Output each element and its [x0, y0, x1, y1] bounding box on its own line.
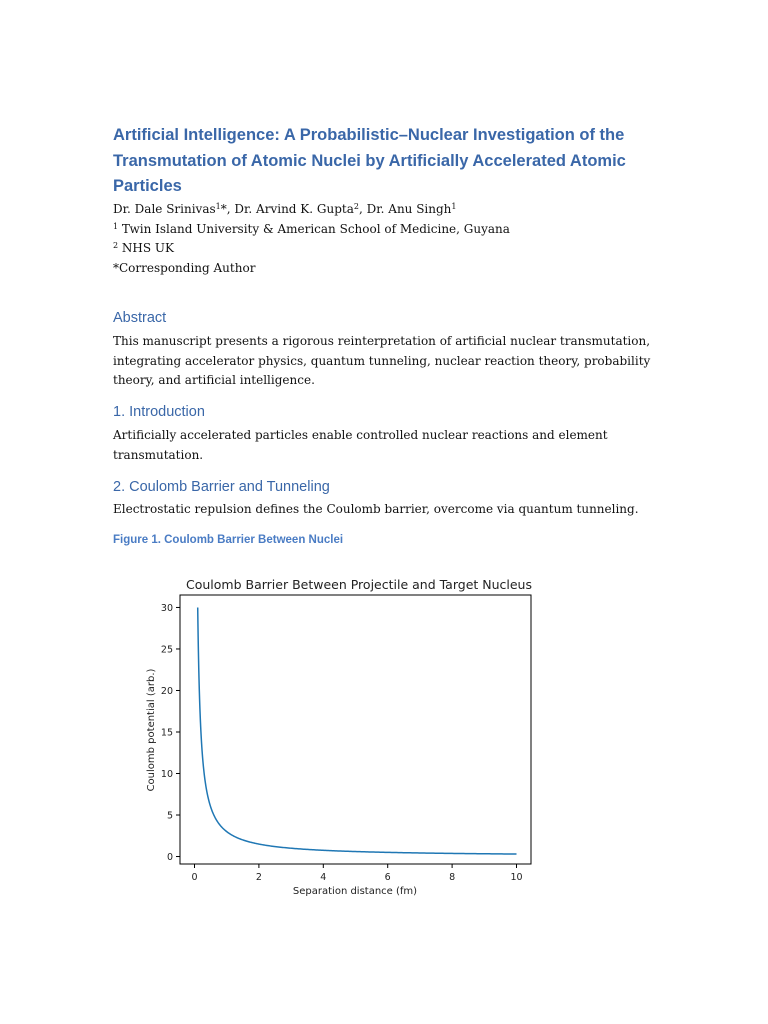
figure-caption: Figure 1. Coulomb Barrier Between Nuclei: [113, 534, 344, 546]
introduction-paragraph: [113, 426, 658, 465]
affiliation-text: NHS UK: [118, 241, 174, 255]
affiliation-marker: 1: [215, 202, 221, 211]
paper-title: [113, 123, 658, 200]
title-line: Transmutation of Atomic Nuclei by Artificially Accelerated Atomic: [113, 151, 626, 170]
y-tick-label: 20: [160, 685, 173, 697]
y-tick-label: 0: [166, 852, 173, 864]
affiliation-text: Twin Island University & American School of Medicine, Guyana: [118, 221, 510, 236]
y-axis-ticks: [161, 603, 180, 863]
y-tick-label: 15: [160, 727, 173, 739]
author-name: Dr. Dale Srinivas: [113, 202, 216, 216]
y-tick-label: 10: [160, 769, 173, 781]
author-block: [113, 200, 510, 278]
author-name: Dr. Anu Singh: [366, 202, 452, 216]
author-line: [113, 200, 510, 220]
affiliation-marker: 2: [353, 202, 359, 211]
abstract-paragraph: [113, 332, 658, 391]
coulomb-heading: 2. Coulomb Barrier and Tunneling: [113, 479, 330, 495]
chart-title: Coulomb Barrier Between Projectile and Target Nucleus: [186, 577, 532, 592]
abstract-heading: Abstract: [113, 310, 167, 326]
y-tick-label: 5: [166, 810, 173, 822]
affiliation-marker: 2: [113, 241, 119, 250]
coulomb-paragraph: [113, 500, 658, 520]
paragraph-line: transmutation.: [113, 447, 204, 462]
x-tick-label: 2: [255, 872, 262, 883]
x-tick-label: 4: [320, 872, 327, 883]
x-tick-label: 6: [384, 872, 391, 883]
x-axis-ticks: [191, 864, 522, 883]
author-name: Dr. Arvind K. Gupta: [234, 202, 354, 216]
x-tick-label: 10: [510, 872, 523, 883]
y-axis-label: Coulomb potential (arb.): [146, 668, 157, 792]
paragraph-line: theory, and artificial intelligence.: [113, 373, 315, 387]
plot-frame: [180, 595, 531, 864]
affiliation-marker: 1: [113, 221, 119, 231]
introduction-heading: 1. Introduction: [113, 404, 205, 420]
x-tick-label: 8: [449, 872, 456, 883]
affiliation-line: [113, 220, 510, 240]
corresponding-marker: *,: [220, 202, 235, 216]
paragraph-line: This manuscript presents a rigorous reinterpretation of artificial nuclear transmutation,: [113, 334, 651, 348]
y-tick-label: 30: [160, 602, 173, 614]
author-separator: ,: [358, 202, 367, 216]
affiliation-marker: 1: [451, 202, 457, 211]
coulomb-potential-line: [198, 607, 517, 854]
coulomb-barrier-chart: [141, 570, 541, 900]
title-line: Particles: [113, 177, 182, 195]
x-tick-label: 0: [191, 872, 198, 883]
corresponding-author-note: *Corresponding Author: [113, 260, 256, 275]
paragraph-line: Artificially accelerated particles enable controlled nuclear reactions and element: [113, 428, 608, 442]
x-axis-label: Separation distance (fm): [292, 886, 418, 897]
affiliation-line: [113, 239, 510, 259]
y-tick-label: 25: [160, 644, 173, 656]
paragraph-line: Electrostatic repulsion defines the Coulomb barrier, overcome via quantum tunneling.: [113, 502, 639, 516]
paragraph-line: integrating accelerator physics, quantum tunneling, nuclear reaction theory, probability: [113, 353, 651, 368]
title-line: Artificial Intelligence: A Probabilistic–Nuclear Investigation of the: [113, 126, 625, 144]
